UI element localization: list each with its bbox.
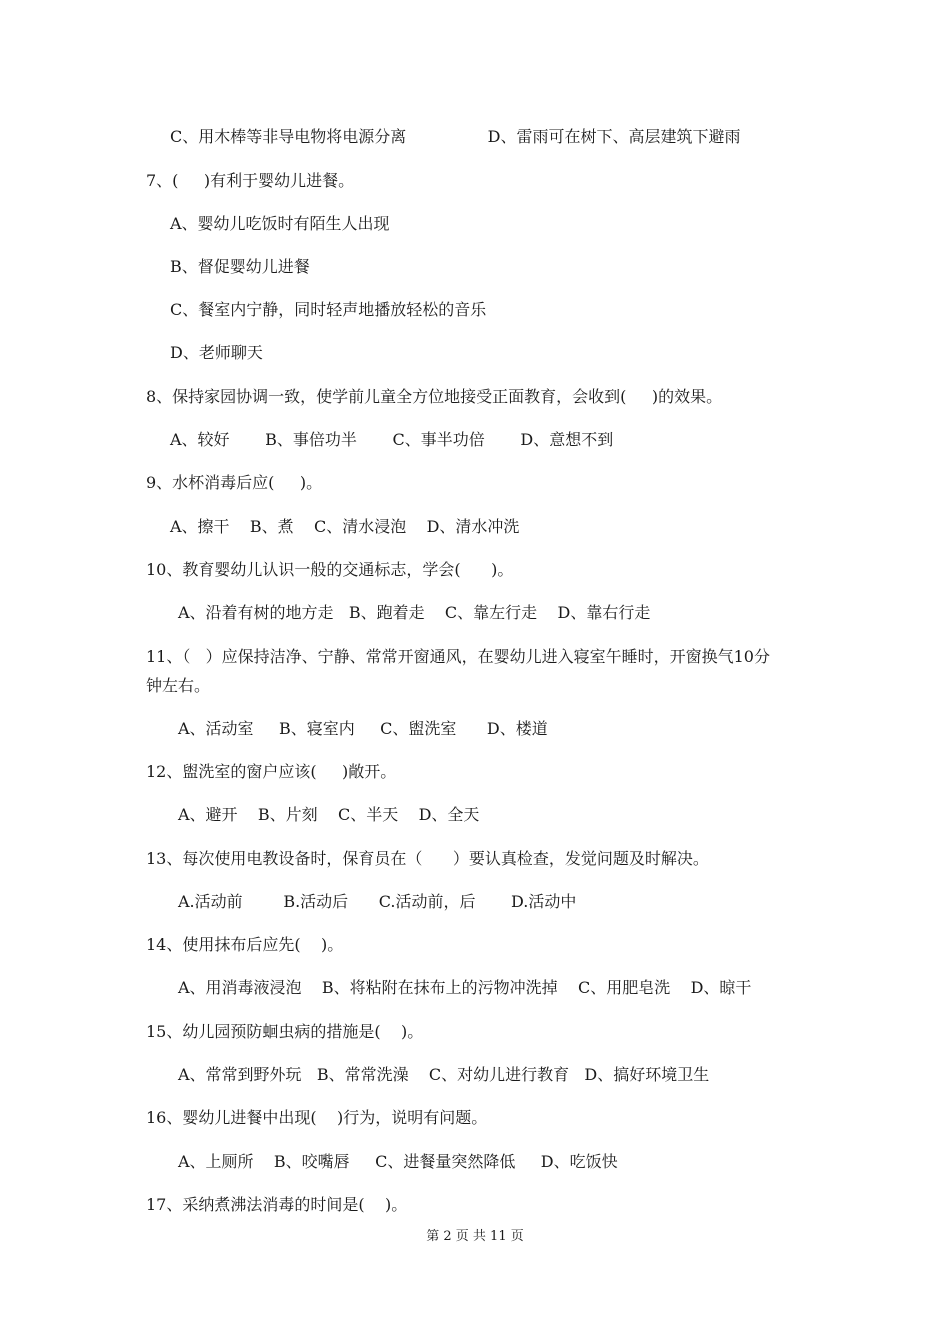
question-11-cont: 钟左右。 <box>146 676 211 695</box>
option-line: A.活动前 B.活动后 C.活动前，后 D.活动中 <box>178 892 577 911</box>
question-10: 10、教育婴幼儿认识一般的交通标志，学会( )。 <box>146 560 514 579</box>
question-17: 17、采纳煮沸法消毒的时间是( )。 <box>146 1195 408 1214</box>
option-line: C、餐室内宁静，同时轻声地播放轻松的音乐 <box>170 300 487 319</box>
question-12: 12、盥洗室的窗户应该( )敞开。 <box>146 762 397 781</box>
option-line: A、较好 B、事倍功半 C、事半功倍 D、意想不到 <box>170 430 614 449</box>
question-15: 15、幼儿园预防蛔虫病的措施是( )。 <box>146 1022 424 1041</box>
question-11: 11、（ ）应保持洁净、宁静、常常开窗通风，在婴幼儿进入寝室午睡时，开窗换气10分 <box>146 647 770 666</box>
question-8: 8、保持家园协调一致，使学前儿童全方位地接受正面教育，会收到( )的效果。 <box>146 387 723 406</box>
option-line: A、上厕所 B、咬嘴唇 C、进餐量突然降低 D、吃饭快 <box>178 1152 618 1171</box>
option-line: A、常常到野外玩 B、常常洗澡 C、对幼儿进行教育 D、搞好环境卫生 <box>178 1065 710 1084</box>
option-line: D、老师聊天 <box>170 343 263 362</box>
page-footer: 第 2 页 共 11 页 <box>426 1229 524 1244</box>
option-line: A、擦干 B、煮 C、清水浸泡 D、清水冲洗 <box>170 517 520 536</box>
option-line: A、婴幼儿吃饭时有陌生人出现 <box>170 214 390 233</box>
question-9: 9、水杯消毒后应( )。 <box>146 473 323 492</box>
option-line: A、用消毒液浸泡 B、将粘附在抹布上的污物冲洗掉 C、用肥皂洗 D、晾干 <box>178 978 752 997</box>
question-16: 16、婴幼儿进餐中出现( )行为，说明有问题。 <box>146 1108 488 1127</box>
option-line: A、沿着有树的地方走 B、跑着走 C、靠左行走 D、靠右行走 <box>178 603 651 622</box>
question-14: 14、使用抹布后应先( )。 <box>146 935 344 954</box>
option-line: A、避开 B、片刻 C、半天 D、全天 <box>178 805 480 824</box>
question-7: 7、( )有利于婴幼儿进餐。 <box>146 171 355 190</box>
question-13: 13、每次使用电教设备时，保育员在（ ）要认真检查，发觉问题及时解决。 <box>146 849 709 868</box>
option-line: B、督促婴幼儿进餐 <box>170 257 310 276</box>
option-line: C、用木棒等非导电物将电源分离 D、雷雨可在树下、高层建筑下避雨 <box>170 127 741 146</box>
option-line: A、活动室 B、寝室内 C、盥洗室 D、楼道 <box>178 719 548 738</box>
